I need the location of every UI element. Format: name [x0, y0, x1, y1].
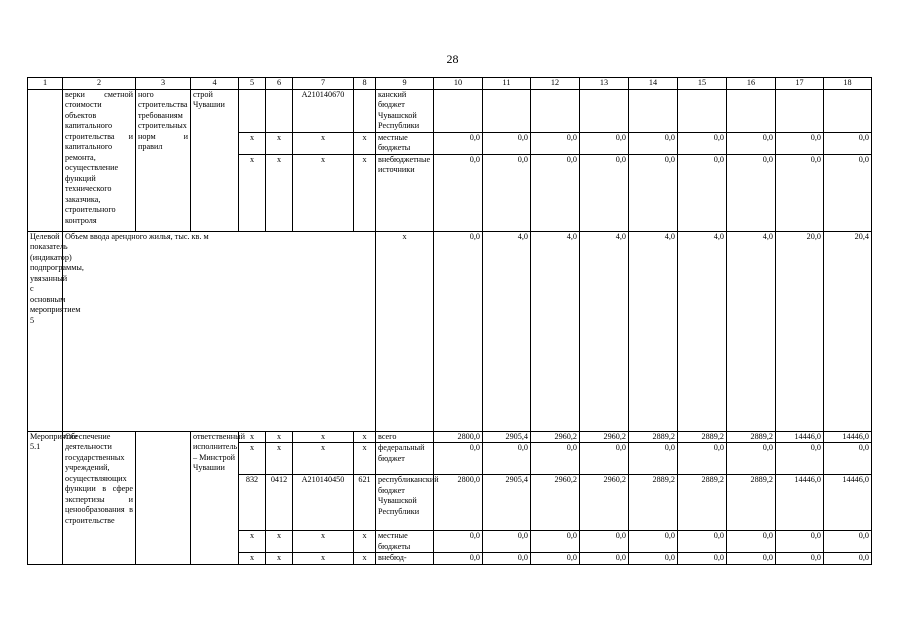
cell-value: 0,0: [678, 553, 727, 565]
cell-value: 0,0: [483, 132, 531, 154]
cell-value: 14446,0: [776, 431, 824, 443]
cell-value: 20,4: [824, 231, 872, 431]
cell-value: 0,0: [531, 531, 580, 553]
cell-value: 0,0: [531, 132, 580, 154]
cell: x: [266, 431, 293, 443]
cell-value: 4,0: [727, 231, 776, 431]
cell-value: 0,0: [483, 531, 531, 553]
header-cell: 7: [293, 78, 354, 90]
header-cell: 13: [580, 78, 629, 90]
cell-value: 2889,2: [727, 475, 776, 531]
header-cell: 15: [678, 78, 727, 90]
cell-value: [531, 89, 580, 132]
cell-value: 2960,2: [531, 475, 580, 531]
cell-value: [483, 89, 531, 132]
table-row: [28, 89, 872, 132]
measure-criteria: [136, 431, 191, 564]
cell-value: 2960,2: [531, 431, 580, 443]
cell-value: 0,0: [727, 553, 776, 565]
cell: x: [354, 531, 376, 553]
cell-value: 2960,2: [580, 431, 629, 443]
cell-value: 0,0: [776, 553, 824, 565]
cell-value: 0,0: [434, 531, 483, 553]
block1-description: верки сметной стоимости объектов капитального строительства и капитального ремонта, осуществление функций технического заказчика, строительного контроля: [63, 89, 136, 231]
cell: x: [239, 443, 266, 475]
cell-value: 0,0: [727, 443, 776, 475]
cell-value: 0,0: [824, 132, 872, 154]
cell-value: [580, 89, 629, 132]
cell-value: 0,0: [483, 154, 531, 231]
budget-table: [27, 77, 872, 565]
cell-value: 0,0: [727, 154, 776, 231]
cell: x: [293, 132, 354, 154]
indicator-description: Объем ввода арендного жилья, тыс. кв. м: [63, 231, 376, 431]
cell: A210140450: [293, 475, 354, 531]
header-cell: 16: [727, 78, 776, 90]
cell-value: 0,0: [629, 154, 678, 231]
cell: x: [293, 431, 354, 443]
cell-value: 0,0: [629, 531, 678, 553]
cell: x: [266, 531, 293, 553]
cell-value: 0,0: [580, 553, 629, 565]
cell: 0412: [266, 475, 293, 531]
measure-executor: ответственный исполнитель – Минстрой Чувашии: [191, 431, 239, 564]
cell-value: 0,0: [776, 132, 824, 154]
cell: x: [239, 132, 266, 154]
cell-value: 0,0: [531, 443, 580, 475]
block1-criteria: ного строительства требованиям строительных норм и правил: [136, 89, 191, 231]
cell-value: 0,0: [678, 443, 727, 475]
cell: x: [266, 132, 293, 154]
cell: x: [354, 553, 376, 565]
cell: x: [293, 553, 354, 565]
header-cell: 3: [136, 78, 191, 90]
cell-value: 4,0: [483, 231, 531, 431]
cell-value: 0,0: [629, 132, 678, 154]
cell-value: 4,0: [629, 231, 678, 431]
cell-value: 2889,2: [629, 431, 678, 443]
header-cell: 17: [776, 78, 824, 90]
table-row: [28, 431, 872, 443]
cell-value: 0,0: [434, 443, 483, 475]
cell-source: местные бюджеты: [376, 132, 434, 154]
cell-value: 0,0: [776, 443, 824, 475]
cell: x: [239, 431, 266, 443]
cell-source: местные бюджеты: [376, 531, 434, 553]
cell-value: 0,0: [824, 553, 872, 565]
header-cell: 1: [28, 78, 63, 90]
cell-value: 0,0: [727, 132, 776, 154]
cell-source: всего: [376, 431, 434, 443]
cell-value: 0,0: [531, 154, 580, 231]
cell-value: 0,0: [678, 531, 727, 553]
cell-value: 2905,4: [483, 431, 531, 443]
cell-value: 0,0: [531, 553, 580, 565]
cell-value: 2960,2: [580, 475, 629, 531]
cell-value: 0,0: [678, 154, 727, 231]
indicator-row: [28, 231, 872, 431]
indicator-label: Целевой показатель (индикатор) подпрограммы, увязанный с основным мероприятием 5: [28, 231, 63, 431]
header-cell: 12: [531, 78, 580, 90]
cell: [354, 89, 376, 132]
cell: x: [354, 154, 376, 231]
cell-value: [727, 89, 776, 132]
cell-source: внебюд-: [376, 553, 434, 565]
cell-value: 0,0: [580, 132, 629, 154]
header-cell: 4: [191, 78, 239, 90]
cell-value: 0,0: [483, 443, 531, 475]
header-cell: 11: [483, 78, 531, 90]
cell: x: [266, 443, 293, 475]
cell-value: 2905,4: [483, 475, 531, 531]
cell: x: [239, 553, 266, 565]
cell-value: 0,0: [678, 132, 727, 154]
cell-value: [824, 89, 872, 132]
cell: x: [354, 443, 376, 475]
cell: x: [293, 154, 354, 231]
cell-source: республиканский бюджет Чувашской Республики: [376, 475, 434, 531]
cell-value: 2889,2: [678, 431, 727, 443]
cell-value: 14446,0: [824, 431, 872, 443]
cell: x: [239, 154, 266, 231]
cell: x: [266, 154, 293, 231]
cell-value: 0,0: [580, 154, 629, 231]
cell: x: [293, 443, 354, 475]
cell-value: 0,0: [629, 443, 678, 475]
cell-value: 0,0: [776, 531, 824, 553]
cell-value: 20,0: [776, 231, 824, 431]
measure-description: Обеспечение деятельности государственных учреждений, осуществляющих функции в сфере экспертизы и ценообразования в строительстве: [63, 431, 136, 564]
cell-value: 0,0: [434, 132, 483, 154]
cell: x: [354, 431, 376, 443]
cell-value: 4,0: [580, 231, 629, 431]
header-row: [28, 78, 872, 90]
cell-value: 0,0: [434, 231, 483, 431]
block1-executor: строй Чувашии: [191, 89, 239, 231]
cell-source: канский бюджет Чувашской Республики: [376, 89, 434, 132]
cell-value: 14446,0: [776, 475, 824, 531]
page-number: 28: [446, 52, 459, 66]
cell: x: [376, 231, 434, 431]
cell-value: 2889,2: [678, 475, 727, 531]
cell-value: 0,0: [824, 531, 872, 553]
header-cell: 18: [824, 78, 872, 90]
cell: 832: [239, 475, 266, 531]
cell-source: федеральный бюджет: [376, 443, 434, 475]
header-cell: 10: [434, 78, 483, 90]
header-cell: 14: [629, 78, 678, 90]
header-cell: 6: [266, 78, 293, 90]
cell-value: 4,0: [531, 231, 580, 431]
cell-value: 4,0: [678, 231, 727, 431]
cell-value: 0,0: [824, 154, 872, 231]
cell: 621: [354, 475, 376, 531]
cell-value: 0,0: [629, 553, 678, 565]
cell-value: 0,0: [580, 443, 629, 475]
header-cell: 2: [63, 78, 136, 90]
cell-value: 2800,0: [434, 431, 483, 443]
header-cell: 5: [239, 78, 266, 90]
header-cell: 8: [354, 78, 376, 90]
cell-value: [776, 89, 824, 132]
cell-value: 2889,2: [629, 475, 678, 531]
cell-value: [678, 89, 727, 132]
cell: [239, 89, 266, 132]
cell-value: 0,0: [434, 553, 483, 565]
cell: x: [293, 531, 354, 553]
cell-value: 0,0: [580, 531, 629, 553]
cell: x: [266, 553, 293, 565]
cell-source: внебюджетные источники: [376, 154, 434, 231]
cell: x: [239, 531, 266, 553]
header-cell: 9: [376, 78, 434, 90]
cell-value: 0,0: [483, 553, 531, 565]
cell: [266, 89, 293, 132]
block1-col1: [28, 89, 63, 231]
cell-value: 0,0: [824, 443, 872, 475]
cell-value: 0,0: [776, 154, 824, 231]
cell-value: 2800,0: [434, 475, 483, 531]
cell: x: [354, 132, 376, 154]
cell-value: [629, 89, 678, 132]
measure-label: Мероприятие 5.1: [28, 431, 63, 564]
cell-value: 14446,0: [824, 475, 872, 531]
cell-value: 0,0: [434, 154, 483, 231]
cell-value: 0,0: [727, 531, 776, 553]
cell-value: [434, 89, 483, 132]
cell-value: 2889,2: [727, 431, 776, 443]
cell: A210140670: [293, 89, 354, 132]
